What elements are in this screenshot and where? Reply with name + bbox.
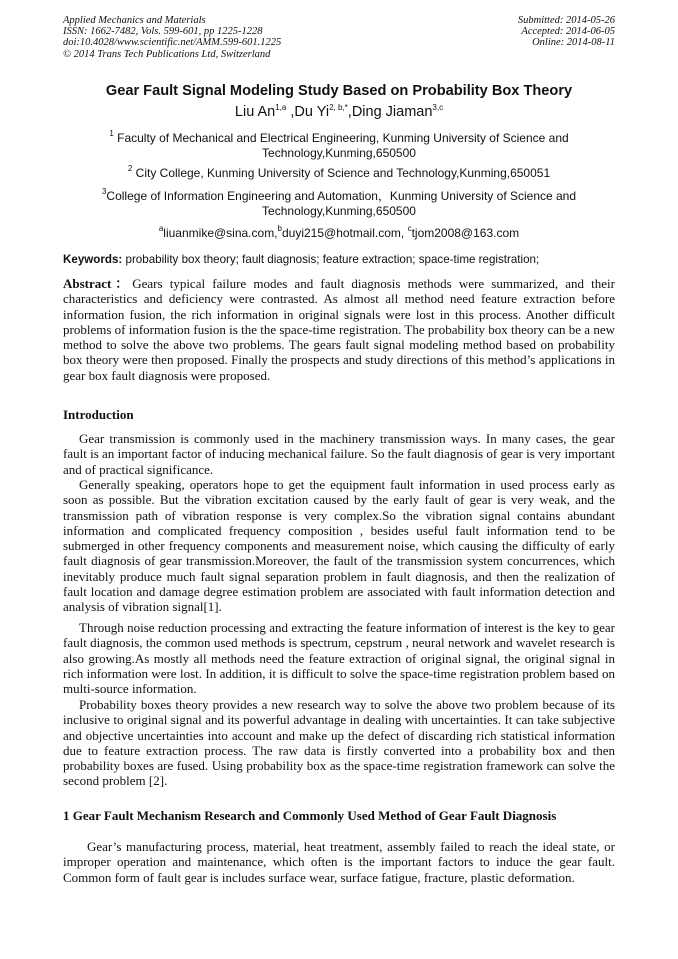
email-link[interactable]: duyi215@hotmail.com, (281, 226, 408, 240)
author-sup: 1,a (275, 103, 287, 112)
dates-info (518, 15, 615, 49)
abstract-text: Gears typical failure modes and fault diagnosis methods were summarized, and their characteristics and deficiency were contrasted. As almost all method need feature extraction before information fusion, the rich information in original signals were lost in this process. Another difficult problems of information fusion is the the space-time registration. The probability box theory can be a new method to solve the above two problems. The gears fault signal modeling method based on probability box theory were then proposed. Finally the prospects and study directions of this method’s applications in gear box fault diagnosis were proposed. (63, 276, 615, 383)
paper-title: Gear Fault Signal Modeling Study Based on Probability Box Theory (105, 83, 573, 99)
author-name: Ding Jiaman (351, 104, 433, 120)
paragraph: Through noise reduction processing and extracting the feature information of interest is the key to gear fault diagnosis, the common used methods is spectrum, cepstrum , neural network and wavelet research is also growing.As mostly all methods need the feature extraction of original signal, the original signal in rich information were lost. In addition, it is difficult to solve the space-time registration problem based on multi-source information. (63, 620, 615, 697)
affiliation-1: $^1$ Faculty of Mechanical and Electrical Engineering, Kunming University of Science and Technology,Kunming,650500 (109, 129, 569, 160)
affiliation-3: $^3$College of Information Engineering and Automation，Kunming University of Science and Technology,Kunming,650500 (101, 187, 577, 218)
keywords-label: Keywords: (63, 253, 123, 266)
paragraph: Gear transmission is commonly used in the machinery transmission ways. In many cases, the gear fault is an important factor of inducing mechanical failure. So the fault diagnosis of gear is very important and of practical significance. (63, 431, 615, 477)
doi-line: doi:10.4028/www.scientific.net/AMM.599-601.1225 (63, 37, 282, 49)
author-line: Liu An$^{1,a}$ ,Du $Yi^{2, b,*},Ding$ Jiaman$^{3,c}$ (234, 103, 444, 120)
accepted-date: Accepted: 2014-06-05 (521, 26, 615, 38)
section-heading-introduction: Introduction (63, 407, 134, 422)
abstract-label: Abstract： (63, 276, 133, 291)
journal-info (63, 15, 281, 60)
paragraph: Gear’s manufacturing process, material, heat treatment, assembly failed to reach the ideal state, or improper operation and maintenance, which often is the important factors to induce the gear fault. Common form of fault gear is includes surface wear, surface fatigue, fracture, plastic deformation. (63, 839, 615, 885)
keywords (63, 252, 615, 267)
email-link[interactable]: liuanmike@sina.com, (163, 226, 278, 240)
author-sup: 3,c (432, 103, 444, 112)
author-sup: 2, b,* (329, 103, 348, 112)
author-name: Liu An (234, 104, 276, 120)
keywords-text: probability box theory; fault diagnosis; feature extraction; space-time registration; (122, 253, 540, 266)
email-link[interactable]: tjom2008@163.com (411, 226, 520, 240)
author-name: Du Yi (294, 104, 330, 120)
journal-name: Applied Mechanics and Materials (63, 15, 206, 26)
online-date: Online: 2014-08-11 (532, 37, 615, 49)
affiliation-2: $^2$ City College, Kunming University of Science and Technology,Kunming,650051 (127, 164, 551, 180)
email-line: $^a$liuanmike@sina.com,$^b$duyi215@hotmail.com, $^c$tjom2008@163.com (158, 224, 520, 240)
issn-line: ISSN: 1662-7482, Vols. 599-601, pp 1225-1228 (63, 26, 263, 38)
paragraph: Generally speaking, operators hope to get the equipment fault information in used process early as soon as possible. But the vibration excitation caused by the early fault of gear is very weak, and the transmission path of vibration response is very complex.So the vibration signal contains abundant information and complicated frequency composition , besides useful fault information tend to be submerged in other frequency components and measurement noise, which causing the difficulty of early fault diagnosis of gear transmission.Moreover, the fault of the transmission system concurrences, which inevitably produce much fault signal separation problem in fault diagnosis, and then the realization of fault location and damage degree estimation problem are associated with fault information detection and analysis of vibration signal[1]. (63, 477, 615, 615)
submitted-date: Submitted: 2014-05-26 (517, 15, 615, 26)
section-heading-1: 1 Gear Fault Mechanism Research and Commonly Used Method of Gear Fault Diagnosis (63, 808, 557, 823)
copyright-line: © 2014 Trans Tech Publications Ltd, Switzerland (63, 48, 271, 60)
paragraph: Probability boxes theory provides a new research way to solve the above two problem because of its inclusive to original signal and its powerful advantage in dealing with uncertainties. It can take subjective and objective uncertainties into account and make up the defect of discarding rich statistical information due to feature extraction process. The raw data is firstly converted into a probability box and then probability boxes are fused. Using probability box as the space-time registration framework can solve the second problem [2]. (63, 697, 615, 789)
abstract (63, 276, 615, 383)
